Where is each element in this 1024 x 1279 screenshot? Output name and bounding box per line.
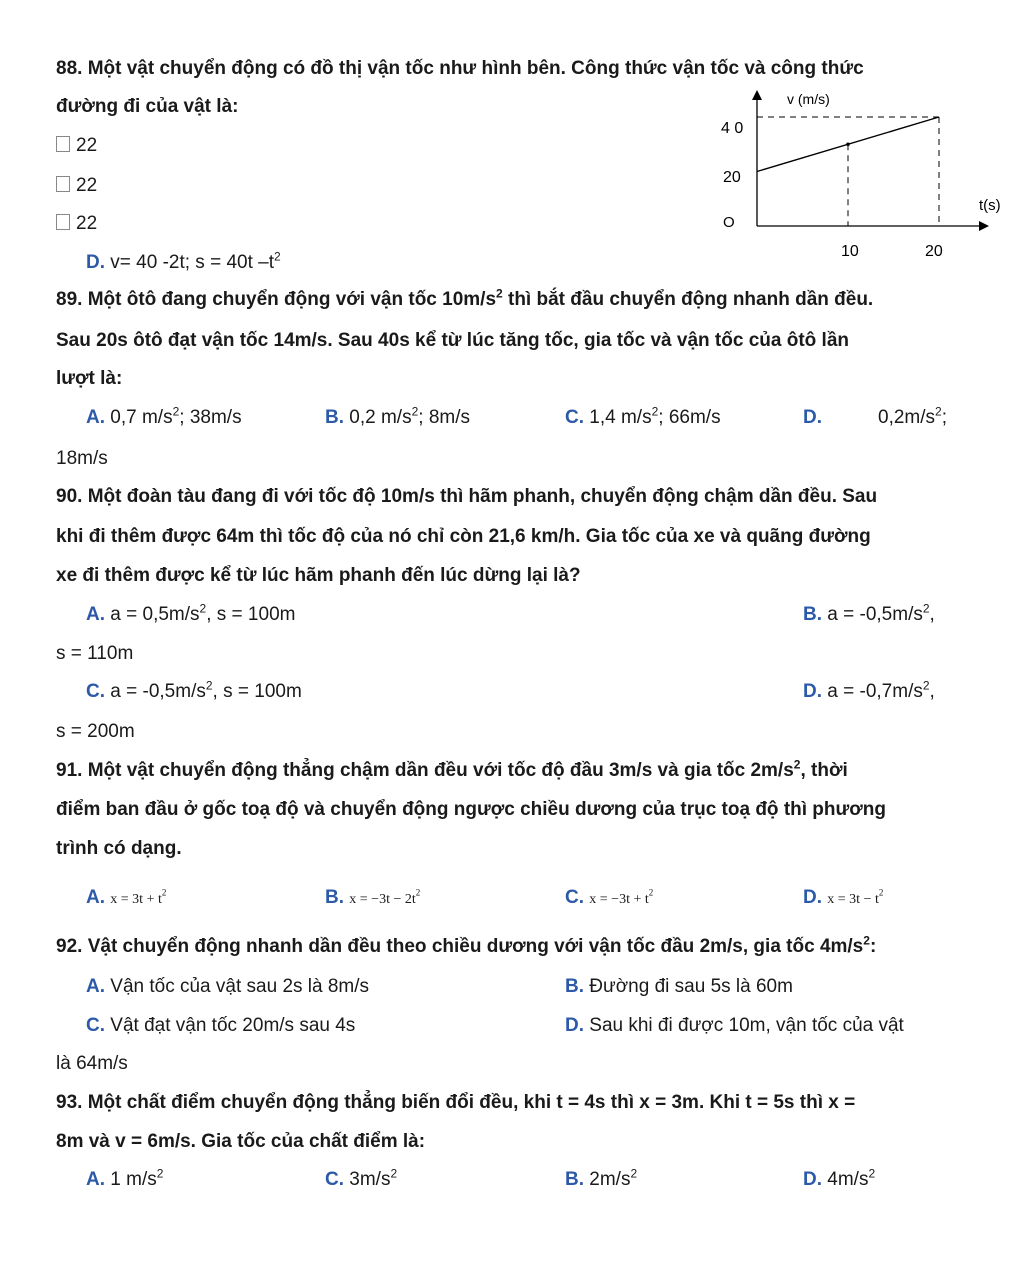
q88-broken-option-2: 22 [56,174,97,198]
q88-broken-option-3: 22 [56,212,97,236]
q90-option-d: D. $a = -0,7m/s^2$, [803,678,935,702]
q93-option-b: B. $2m/s^2$ [565,1166,638,1190]
q92-option-d: D. Sau khi đi được 10m, vận tốc của vật [565,1015,904,1036]
q89-option-a: A. 0,7 $m/s^2$; 38m/s [86,404,242,428]
q88-text: Một vật chuyển động có đồ thị vận tốc như hình bên. Công thức vận tốc và công thức [87,58,864,79]
q91-option-a: A. $x = 3t + t^2$ [86,887,167,908]
q91-number: 91. [56,760,83,781]
y-axis-label: v (m/s) [787,91,830,107]
q88-option-d: D. v= 40 -2t; s = 40t $-t^2$ [86,249,281,273]
q93-option-c: C. $3m/s^2$ [325,1166,398,1190]
q92-option-a: A. Vận tốc của vật sau 2s là 8m/s [86,976,370,997]
x-axis-label: t(s) [979,197,1001,214]
q90-number: 90. [56,486,83,507]
y-tick-40: 4 0 [721,120,744,137]
q92-option-c: C. Vật đạt vận tốc 20m/s sau 4s [86,1015,356,1036]
q92-option-d-cont: là 64m/s [56,1053,128,1074]
q88-line1 [56,57,864,81]
q90-line2: khi đi thêm được 64m thì tốc độ của nó chỉ còn 21,6 km/h. Gia tốc của xe và quãng đường [56,526,871,547]
q93-line1: 93. Một chất điểm chuyển động thẳng biến đổi đều, khi t = 4s thì x = 3m. Khi t = 5s thì x = [56,1092,856,1113]
q92-line1: 92. Vật chuyển động nhanh dần đều theo chiều dương với vận tốc đầu 2m/s, gia tốc $4m/s^2$: [56,933,877,957]
x-tick-20: 20 [925,243,943,260]
q88-line2: đường đi của vật là: [56,96,239,117]
q91-line3: trình có dạng. [56,838,182,859]
q92-option-b: B. Đường đi sau 5s là 60m [565,976,793,997]
origin-label: O [723,214,735,231]
x-tick-10: 10 [841,243,859,260]
missing-glyph-box-icon [56,136,70,152]
q89-line1: 89. Một ôtô đang chuyển động với vận tốc $10m/s^2$ thì bắt đầu chuyển động nhanh dần đều. [56,286,874,310]
point-t10 [846,142,850,146]
q93-number: 93. [56,1092,83,1113]
q90-line1: 90. Một đoàn tàu đang đi với tốc độ 10m/s thì hãm phanh, chuyển động chậm dần đều. Sau [56,486,878,507]
q93-option-d: D. $4m/s^2$ [803,1166,876,1190]
missing-glyph-box-icon [56,214,70,230]
q89-option-c: C. 1,4 $m/s^2$; 66m/s [565,404,721,428]
q91-option-c: C. $x = -3t + t^2$ [565,887,654,908]
q89-number: 89. [56,289,83,310]
q89-option-d: D. $0,2m/s^2$; [803,404,947,428]
q91-line1: 91. Một vật chuyển động thẳng chậm dần đều với tốc độ đầu 3m/s và gia tốc $2m/s^2$, thời [56,757,848,781]
q91-option-d: D. $x = 3t - t^2$ [803,887,884,908]
q90-option-d-cont: s = 200m [56,721,135,742]
q89-option-d-cont: 18m/s [56,448,108,469]
q91-option-b: B. $x = -3t - 2t^2$ [325,887,421,908]
q88-number: 88. [56,58,83,79]
q88-broken-option-1: 22 [56,134,97,158]
q93-line2: 8m và v = 6m/s. Gia tốc của chất điểm là: [56,1131,426,1152]
q90-option-b-cont: s = 110m [56,643,134,664]
x-axis-arrow-icon [979,221,989,231]
y-tick-20: 20 [723,169,741,186]
q90-line3: xe đi thêm được kể từ lúc hãm phanh đến lúc dừng lại là? [56,565,581,586]
q91-line2: điểm ban đầu ở gốc toạ độ và chuyển động ngược chiều dương của trục toạ độ thì phương [56,799,886,820]
q89-line2: Sau 20s ôtô đạt vận tốc 14m/s. Sau 40s kể từ lúc tăng tốc, gia tốc và vận tốc của ôtô lần [56,330,849,351]
missing-glyph-box-icon [56,176,70,192]
q89-option-b: B. 0,2 $m/s^2$; 8m/s [325,404,471,428]
q92-number: 92. [56,936,83,957]
q90-option-b: B. $a = -0,5m/s^2$, [803,601,935,625]
q89-line3: lượt là: [56,368,123,389]
velocity-time-graph [715,86,1015,261]
y-axis-arrow-icon [752,90,762,100]
q90-option-c: C. $a = -0,5m/s^2$, s = 100m [86,678,302,702]
q93-option-a: A. 1 $m/s^2$ [86,1166,164,1190]
q90-option-a: A. $a = 0,5m/s^2$, s = 100m [86,601,296,625]
